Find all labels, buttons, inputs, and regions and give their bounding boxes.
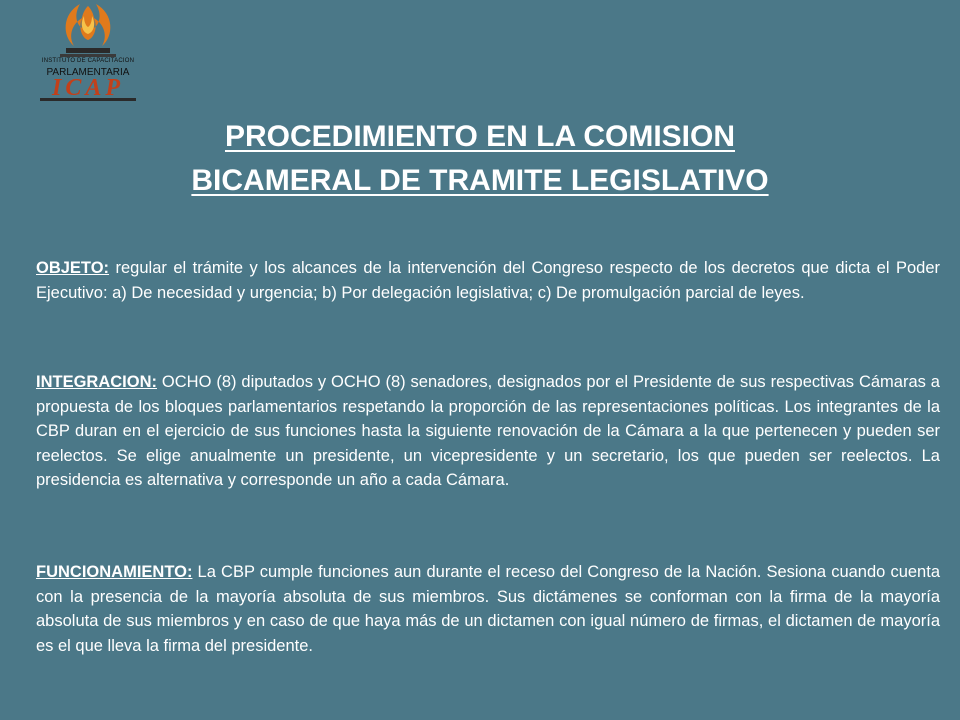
section-text: La CBP cumple funciones aun durante el receso del Congreso de la Nación. Sesiona cuando cuenta con la presencia de la mayoría absoluta de sus miembros. Sus dictámenes se conforman con la firma de la mayoría absoluta de sus miembros y en caso de que haya más de un dictamen con igual número de firmas, el dictamen de mayoría es el que lleva la firma del presidente. — [36, 563, 940, 655]
section-label: INTEGRACION: — [36, 373, 157, 391]
page-title — [60, 115, 900, 203]
section-label: FUNCIONAMIENTO: — [36, 563, 193, 581]
icap-logo — [22, 0, 154, 104]
section-text: regular el trámite y los alcances de la intervención del Congreso respecto de los decretos que dicta el Poder Ejecutivo: a) De necesidad y urgencia; b) Por delegación legislativa; c) De promulgación parcial de leyes. — [36, 259, 940, 302]
page-title-line2: BICAMERAL DE TRAMITE LEGISLATIVO — [191, 164, 769, 197]
logo-name: PARLAMENTARIA — [46, 67, 130, 78]
page-title-line1: PROCEDIMIENTO EN LA COMISION — [224, 120, 736, 153]
logo-subtitle: INSTITUTO DE CAPACITACION — [41, 58, 135, 64]
logo-mark: ICAP — [51, 75, 124, 101]
section-funcionamiento — [36, 560, 940, 658]
section-integracion — [36, 370, 940, 493]
section-text: OCHO (8) diputados y OCHO (8) senadores, designados por el Presidente de sus respectivas Cámaras a propuesta de los bloques parlamentarios respetando la proporción de las representaciones políticas. Los integrantes de la CBP duran en el ejercicio de sus funciones hasta la siguiente renovación de la Cámara a la que pertenecen y pueden ser reelectos. Se elige anualmente un presidente, un vicepresidente y un secretario, los que pueden ser reelectos. La presidencia es alternativa y corresponde un año a cada Cámara. — [36, 373, 940, 489]
section-objeto — [36, 256, 940, 305]
section-label: OBJETO: — [36, 259, 110, 277]
